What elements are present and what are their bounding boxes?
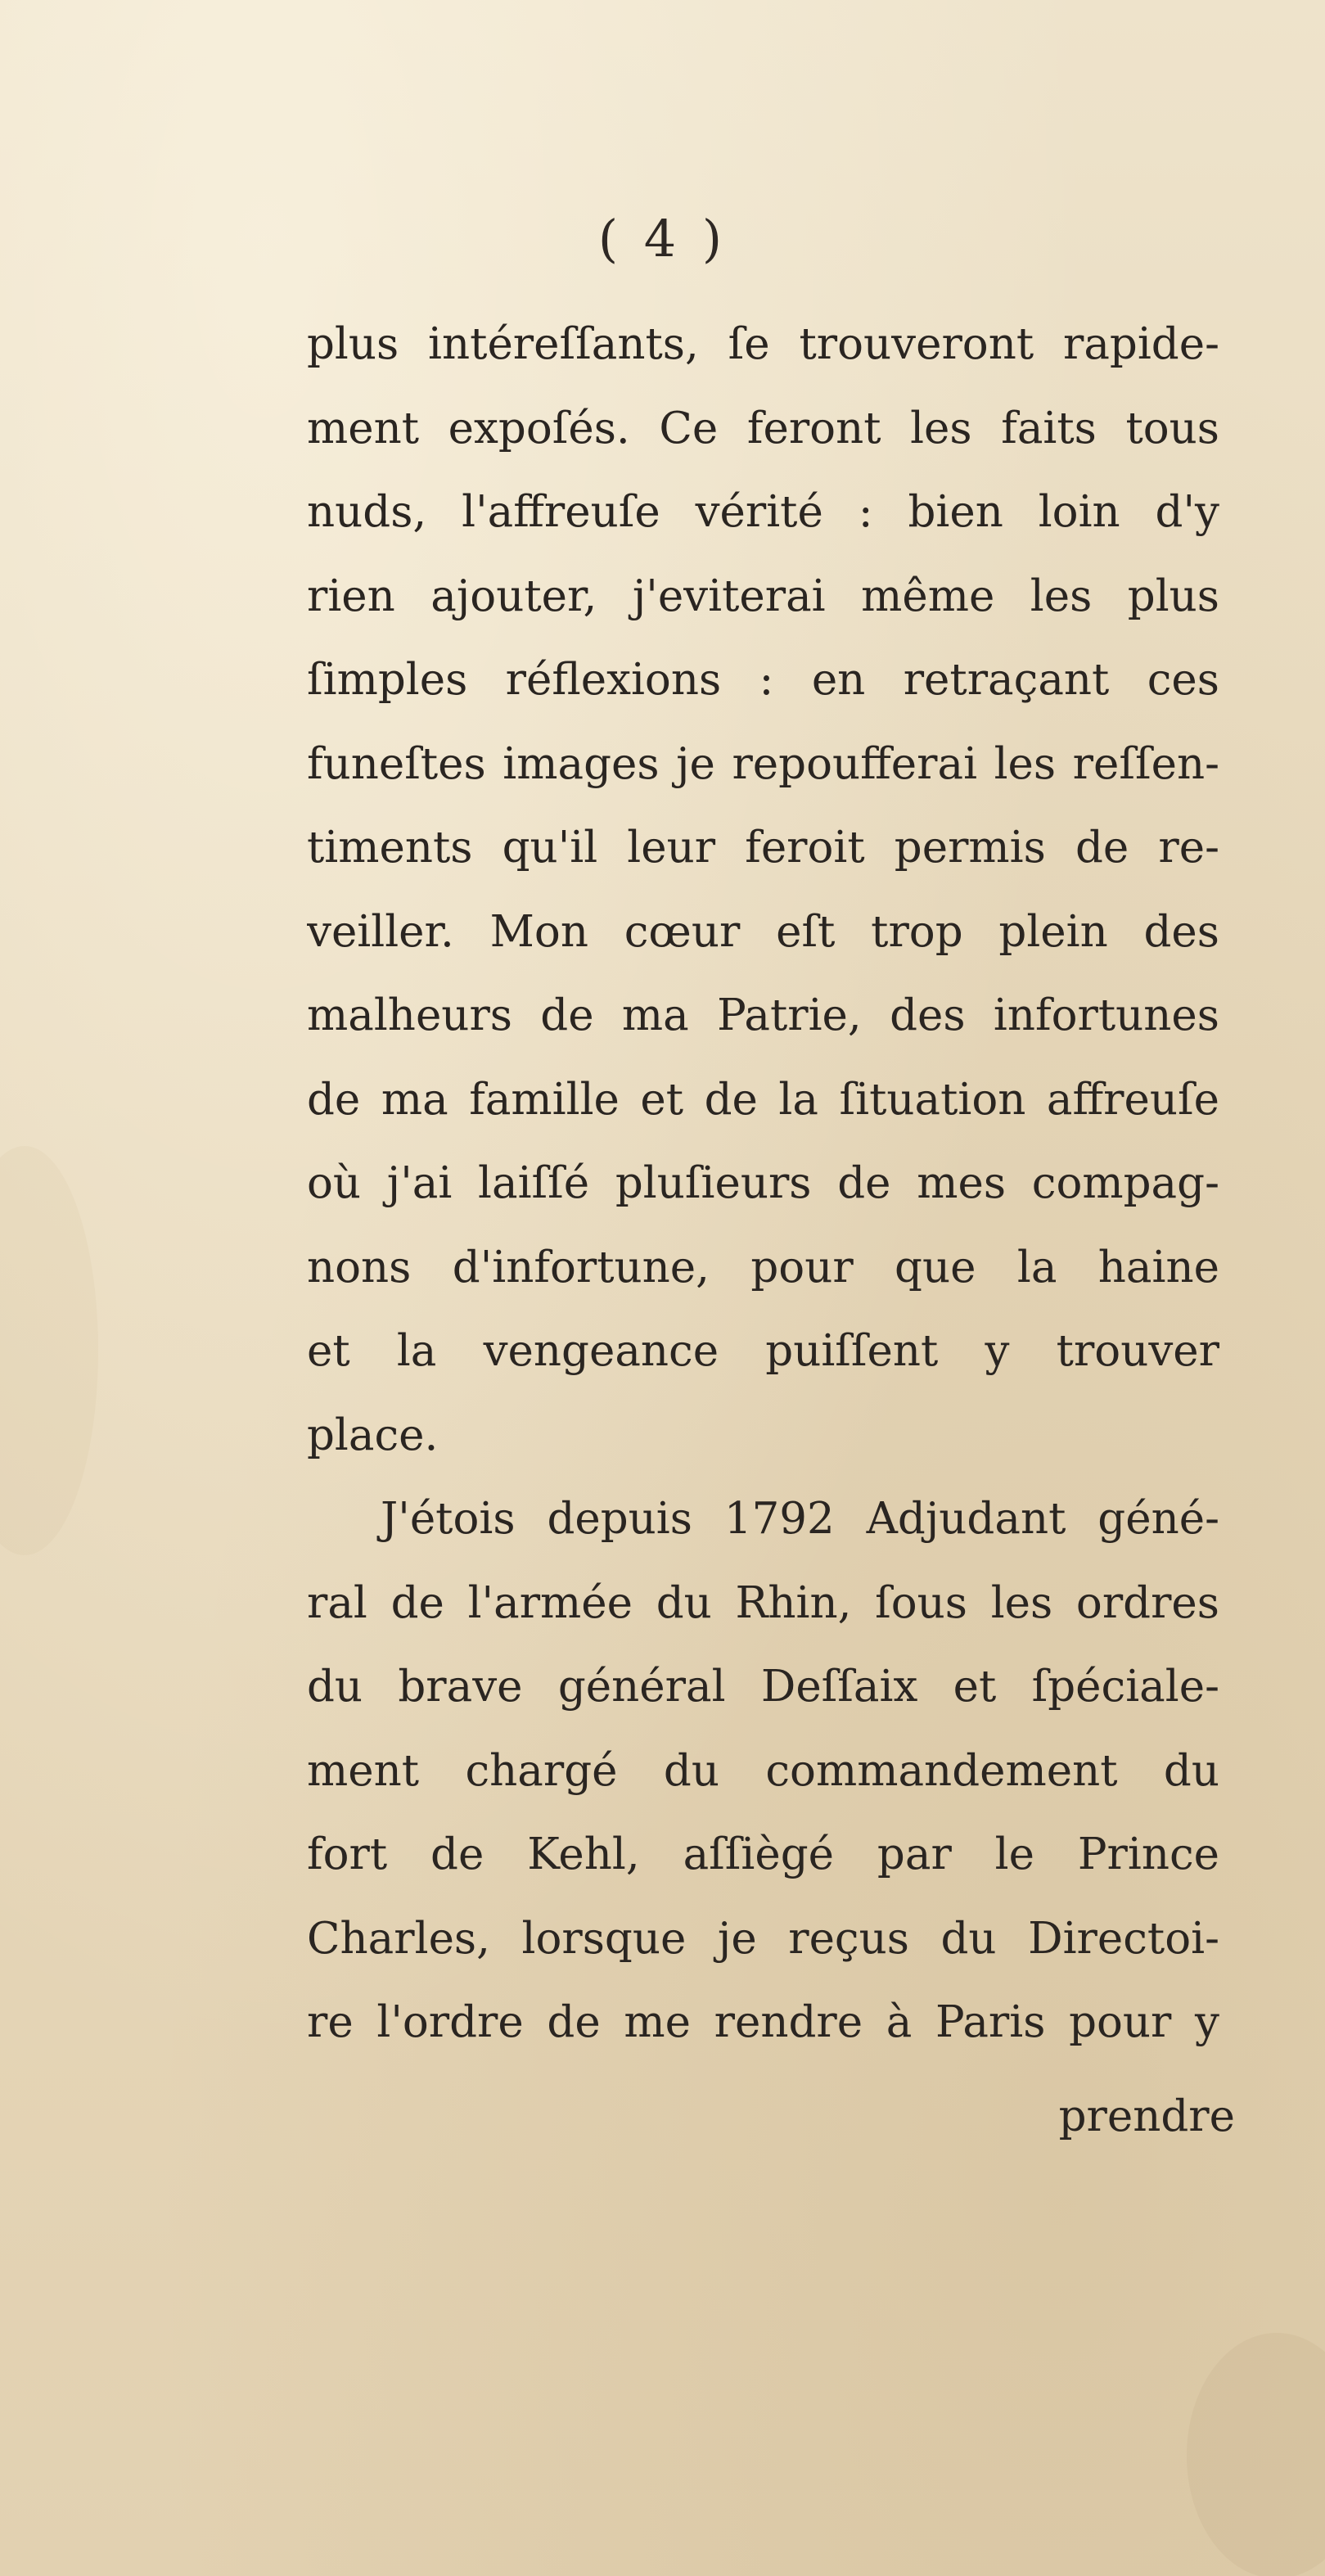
text-line: du brave général Deſſaix et ſpéciale- bbox=[307, 1662, 1219, 1712]
text-line: ment expoſés. Ce feront les faits tous bbox=[307, 403, 1219, 453]
body-text bbox=[307, 303, 1219, 2065]
text-line: Charles, lorsque je reçus du Directoi- bbox=[307, 1913, 1219, 1964]
text-line: ſimples réflexions : en retraçant ces bbox=[307, 655, 1219, 705]
text-line: ral de l'armée du Rhin, ſous les ordres bbox=[307, 1577, 1219, 1628]
text-line: funeſtes images je repoufferai les reſſen- bbox=[307, 738, 1219, 789]
catchword: prendre bbox=[1058, 2091, 1235, 2141]
text-line: où j'ai laiſſé pluſieurs de mes compag- bbox=[307, 1158, 1219, 1208]
text-line: nuds, l'affreuſe vérité : bien loin d'y bbox=[307, 487, 1219, 537]
text-line: veiller. Mon cœur eſt trop plein des bbox=[307, 906, 1219, 957]
text-line: et la vengeance puiſſent y trouver bbox=[307, 1326, 1219, 1376]
text-line: rien ajouter, j'eviterai même les plus bbox=[307, 571, 1219, 621]
text-line: plus intéreſſants, ſe trouveront rapide- bbox=[307, 319, 1219, 369]
text-line: nons d'infortune, pour que la haine bbox=[307, 1242, 1219, 1293]
page-number: ( 4 ) bbox=[597, 209, 728, 268]
paragraph-end-line: place. bbox=[307, 1410, 439, 1460]
text-line: ment chargé du commandement du bbox=[307, 1745, 1219, 1796]
text-line: de ma famille et de la ſituation affreuſe bbox=[307, 1074, 1219, 1125]
text-line: re l'ordre de me rendre à Paris pour y bbox=[307, 1997, 1219, 2047]
text-line: fort de Kehl, aſſiègé par le Prince bbox=[307, 1829, 1219, 1879]
text-line: timents qu'il leur feroit permis de re- bbox=[307, 823, 1219, 873]
paper-stain bbox=[1187, 2333, 1325, 2576]
paper-stain bbox=[0, 1146, 98, 1555]
paragraph-start-line: J'étois depuis 1792 Adjudant géné- bbox=[381, 1494, 1219, 1544]
text-line: malheurs de ma Patrie, des infortunes bbox=[307, 990, 1219, 1040]
